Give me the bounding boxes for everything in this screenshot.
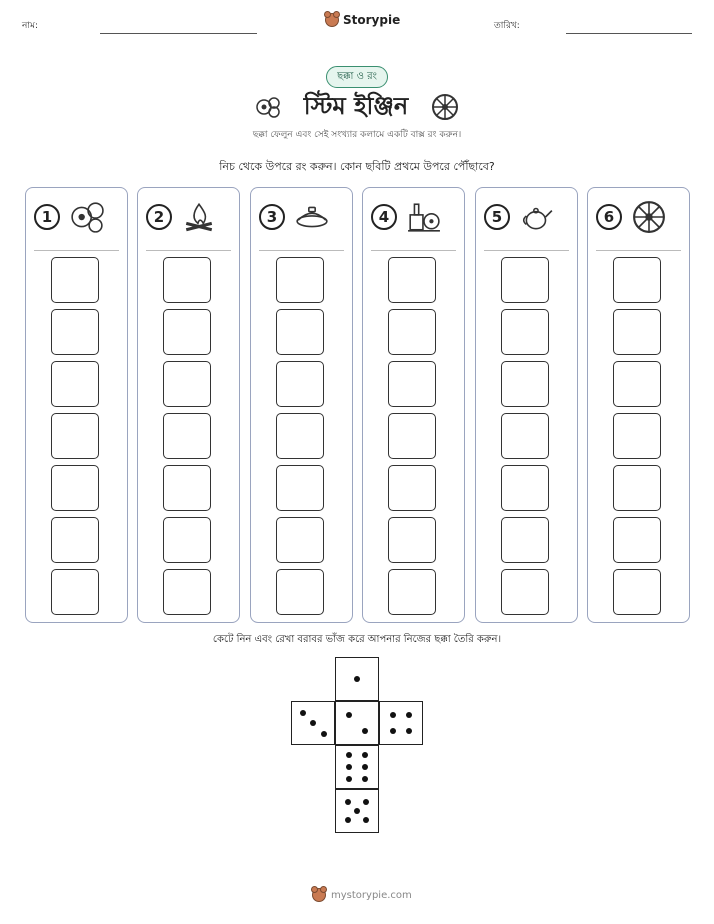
die-pip <box>346 776 352 782</box>
die-pip <box>390 712 396 718</box>
color-box[interactable] <box>51 569 99 615</box>
die-face-5 <box>335 789 379 833</box>
column-header <box>484 200 554 234</box>
divider <box>596 250 681 251</box>
question: নিচ থেকে উপরে রং করুন। কোন ছবিটি প্রথমে উপরে পৌঁছাবে? <box>219 160 495 173</box>
die-pip <box>354 808 360 814</box>
die-pip <box>346 764 352 770</box>
color-box[interactable] <box>501 361 549 407</box>
campfire-icon <box>182 200 216 234</box>
color-box[interactable] <box>276 517 324 563</box>
color-box[interactable] <box>163 517 211 563</box>
column-header <box>146 200 216 234</box>
column-number: 3 <box>259 204 285 230</box>
die-face-3 <box>291 701 335 745</box>
color-box[interactable] <box>613 309 661 355</box>
die-pip <box>363 817 369 823</box>
column-5 <box>475 187 578 623</box>
teapot-icon <box>520 200 554 234</box>
divider <box>146 250 231 251</box>
die-pip <box>390 728 396 734</box>
color-box[interactable] <box>276 257 324 303</box>
die-pip <box>310 720 316 726</box>
column-number: 4 <box>371 204 397 230</box>
color-box[interactable] <box>388 517 436 563</box>
die-pip <box>345 817 351 823</box>
die-pip <box>321 731 327 737</box>
wheel-icon <box>632 200 666 234</box>
gears-icon <box>70 200 104 234</box>
color-box[interactable] <box>51 413 99 459</box>
pot-lid-icon <box>295 200 329 234</box>
column-1 <box>25 187 128 623</box>
color-box[interactable] <box>163 309 211 355</box>
color-box[interactable] <box>613 413 661 459</box>
color-box[interactable] <box>163 569 211 615</box>
color-box[interactable] <box>276 465 324 511</box>
color-box[interactable] <box>51 361 99 407</box>
die-pip <box>354 676 360 682</box>
brand-name: Storypie <box>343 13 401 27</box>
color-box[interactable] <box>276 309 324 355</box>
cut-instruction: কেটে নিন এবং রেখা বরাবর ভাঁজ করে আপনার নিজের ছক্কা তৈরি করুন। <box>212 634 502 645</box>
color-box[interactable] <box>51 465 99 511</box>
color-box[interactable] <box>501 517 549 563</box>
color-box[interactable] <box>388 257 436 303</box>
die-pip <box>362 764 368 770</box>
color-box[interactable] <box>276 569 324 615</box>
color-box[interactable] <box>501 257 549 303</box>
column-6 <box>587 187 690 623</box>
bear-icon <box>325 13 339 27</box>
column-header <box>371 200 441 234</box>
column-number: 1 <box>34 204 60 230</box>
color-box[interactable] <box>388 413 436 459</box>
column-number: 5 <box>484 204 510 230</box>
wheel-icon <box>431 93 459 121</box>
steam-engine-icon <box>407 200 441 234</box>
die-face-1 <box>335 657 379 701</box>
divider <box>371 250 456 251</box>
column-header <box>259 200 329 234</box>
die-pip <box>346 752 352 758</box>
die-pip <box>362 776 368 782</box>
brand-logo <box>325 13 400 27</box>
subtitle: ছক্কা ফেলুন এবং সেই সংখ্যার কলামে একটি বাক্স রং করুন। <box>252 130 462 140</box>
die-pip <box>362 728 368 734</box>
die-face-6 <box>335 745 379 789</box>
color-box[interactable] <box>388 309 436 355</box>
name-label: নাম: <box>22 21 39 31</box>
footer <box>312 888 412 902</box>
footer-text: mystorypie.com <box>331 889 412 901</box>
date-line[interactable] <box>566 33 692 34</box>
color-box[interactable] <box>163 361 211 407</box>
column-number: 2 <box>146 204 172 230</box>
color-box[interactable] <box>613 517 661 563</box>
column-2 <box>137 187 240 623</box>
color-box[interactable] <box>276 361 324 407</box>
color-box[interactable] <box>613 569 661 615</box>
color-box[interactable] <box>501 309 549 355</box>
page-title <box>0 88 714 128</box>
color-box[interactable] <box>276 413 324 459</box>
gears-icon <box>255 94 281 120</box>
color-box[interactable] <box>613 361 661 407</box>
bear-icon <box>312 888 326 902</box>
color-box[interactable] <box>51 517 99 563</box>
color-box[interactable] <box>388 569 436 615</box>
color-box[interactable] <box>388 465 436 511</box>
die-pip <box>363 799 369 805</box>
color-box[interactable] <box>51 257 99 303</box>
divider <box>484 250 569 251</box>
die-pip <box>345 799 351 805</box>
date-label: তারিখ: <box>494 21 520 31</box>
divider <box>259 250 344 251</box>
color-box[interactable] <box>163 257 211 303</box>
die-pip <box>346 712 352 718</box>
name-line[interactable] <box>100 33 257 34</box>
color-box[interactable] <box>51 309 99 355</box>
title-text: স্টিম ইঞ্জিন <box>303 92 409 120</box>
game-badge: ছক্কা ও রং <box>326 66 388 88</box>
column-header <box>34 200 104 234</box>
die-pip <box>406 728 412 734</box>
color-box[interactable] <box>163 465 211 511</box>
divider <box>34 250 119 251</box>
die-face-2 <box>335 701 379 745</box>
color-box[interactable] <box>501 413 549 459</box>
color-box[interactable] <box>613 257 661 303</box>
column-header <box>596 200 666 234</box>
color-box[interactable] <box>613 465 661 511</box>
column-4 <box>362 187 465 623</box>
color-box[interactable] <box>501 569 549 615</box>
color-box[interactable] <box>501 465 549 511</box>
die-pip <box>300 710 306 716</box>
color-box[interactable] <box>388 361 436 407</box>
color-box[interactable] <box>163 413 211 459</box>
die-face-4 <box>379 701 423 745</box>
die-pip <box>406 712 412 718</box>
column-3 <box>250 187 353 623</box>
die-pip <box>362 752 368 758</box>
column-number: 6 <box>596 204 622 230</box>
